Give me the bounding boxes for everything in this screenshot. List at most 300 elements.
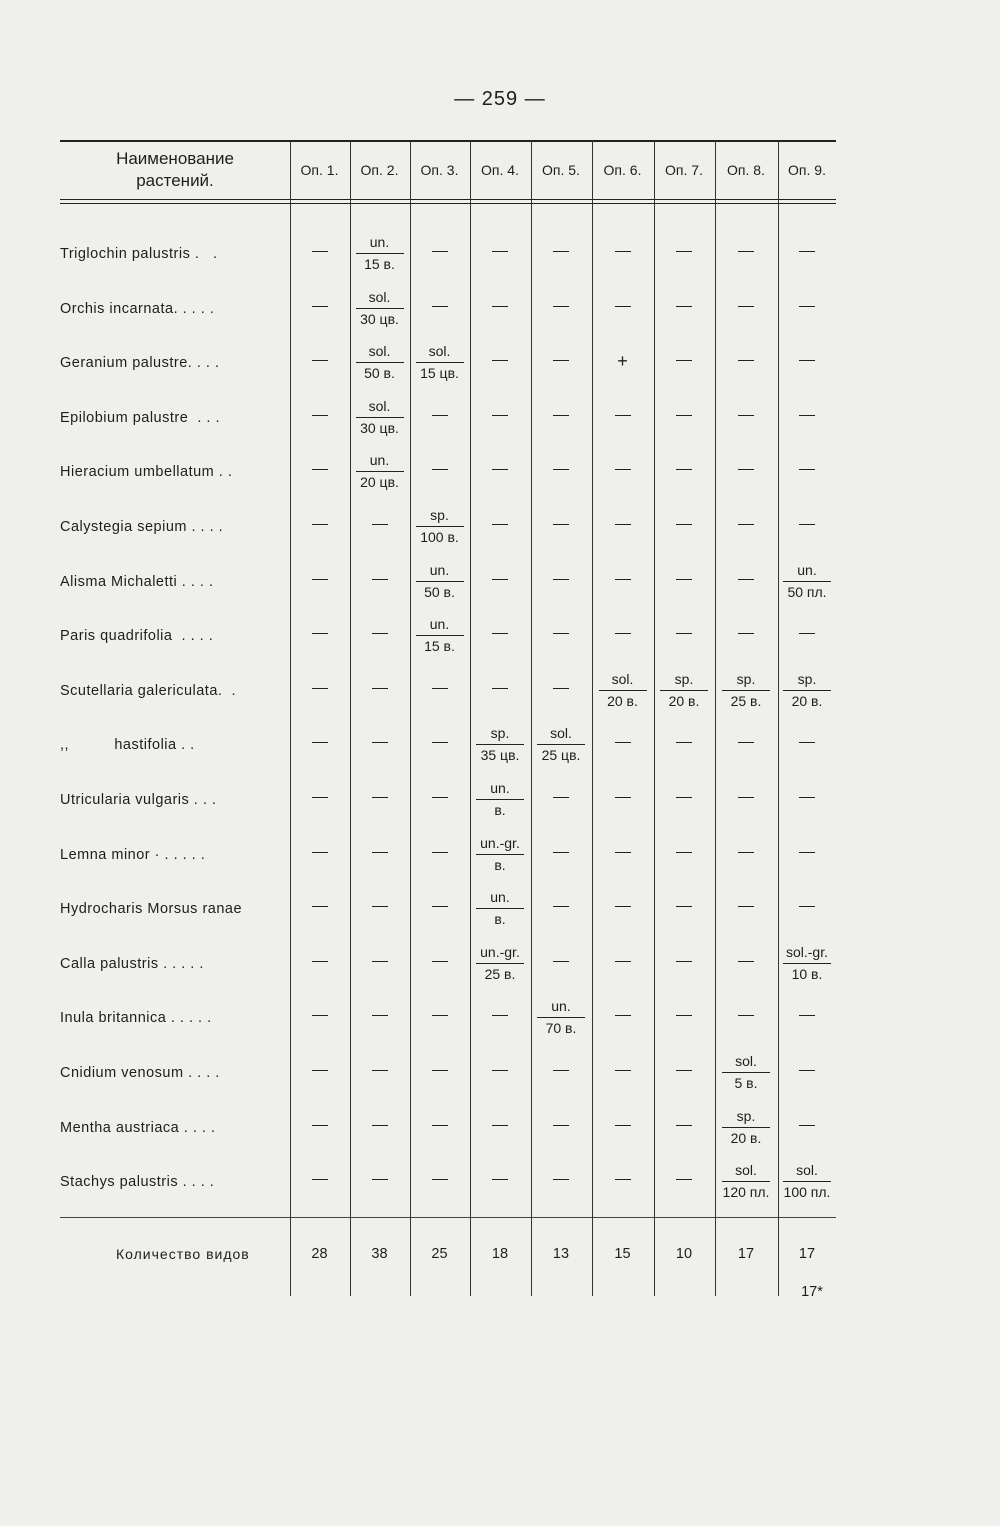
table-cell <box>654 396 714 442</box>
count: 50 в. <box>364 365 395 382</box>
header-name-line1: Наименование <box>116 149 234 168</box>
dash-mark <box>676 306 692 307</box>
table-cell <box>470 942 530 988</box>
cell-text <box>778 897 836 913</box>
dash-mark <box>553 1070 569 1071</box>
cell-text <box>470 242 530 258</box>
dash-mark <box>799 1015 815 1016</box>
plant-name: Stachys palustris . . . . <box>60 1174 215 1191</box>
count: 120 пл. <box>722 1184 770 1201</box>
dash-mark <box>738 906 754 907</box>
dash-mark <box>492 1125 508 1126</box>
dash-mark <box>312 1125 328 1126</box>
column-divider <box>470 140 471 1296</box>
dash-mark <box>738 360 754 361</box>
table-cell <box>290 669 349 715</box>
cell-text <box>592 897 653 913</box>
dash-mark <box>615 1125 631 1126</box>
dash-mark <box>312 415 328 416</box>
table-cell <box>715 560 777 606</box>
table-cell <box>715 450 777 496</box>
plant-name: Alisma Michaletti . . . . <box>60 573 214 590</box>
table-cell <box>778 505 836 551</box>
table-cell <box>470 396 530 442</box>
dash-mark <box>553 306 569 307</box>
column-divider <box>654 140 655 1296</box>
table-cell <box>290 1160 349 1206</box>
cell-text <box>470 351 530 367</box>
dash-mark <box>553 797 569 798</box>
dash-mark <box>372 633 388 634</box>
cell-text <box>350 679 409 695</box>
plant-name: Orchis incarnata. . . . . <box>60 300 215 317</box>
dash-mark <box>372 688 388 689</box>
dash-mark <box>372 1015 388 1016</box>
dash-mark <box>492 415 508 416</box>
cell-text <box>778 460 836 476</box>
table-cell <box>290 505 349 551</box>
table-cell <box>654 614 714 660</box>
table-cell <box>592 450 653 496</box>
table-cell <box>715 669 777 715</box>
table-cell <box>531 833 591 879</box>
cell-text <box>470 1006 530 1022</box>
cell-text <box>592 733 653 749</box>
table-cell <box>592 1051 653 1097</box>
table-cell <box>531 1051 591 1097</box>
abundance: sol. <box>356 396 404 418</box>
abundance: sp. <box>660 669 708 691</box>
table-cell <box>654 1160 714 1206</box>
table-cell <box>592 614 653 660</box>
dash-mark <box>432 1125 448 1126</box>
dash-mark <box>676 1070 692 1071</box>
header-col-4: Оп. 4. <box>481 162 519 178</box>
cell-text <box>350 843 409 859</box>
abundance: un. <box>783 560 831 582</box>
abundance: sp. <box>722 669 770 691</box>
dash-mark <box>676 906 692 907</box>
dash-mark <box>553 1179 569 1180</box>
dash-mark <box>492 360 508 361</box>
count: 50 пл. <box>787 583 827 600</box>
table-cell <box>715 723 777 769</box>
cell-text <box>531 351 591 367</box>
cell-text <box>715 460 777 476</box>
abundance: sol. <box>356 287 404 309</box>
cell-text <box>715 733 777 749</box>
dash-mark <box>676 742 692 743</box>
cell-text <box>350 1170 409 1186</box>
total-value: 18 <box>491 1246 509 1262</box>
cell-text <box>290 1116 349 1132</box>
count: 5 в. <box>734 1075 758 1091</box>
dash-mark <box>738 469 754 470</box>
table-cell <box>531 232 591 278</box>
table-cell <box>531 723 591 769</box>
cell-text <box>531 897 591 913</box>
table-cell <box>654 778 714 824</box>
dash-mark <box>738 961 754 962</box>
cell-text <box>290 624 349 640</box>
cell-text <box>531 406 591 422</box>
cell-text <box>410 1006 469 1022</box>
dash-mark <box>676 1125 692 1126</box>
cell-text <box>654 460 714 476</box>
table-cell <box>470 287 530 333</box>
page-number: — 259 — <box>454 88 546 110</box>
count: в. <box>494 856 506 873</box>
table-cell <box>350 723 409 769</box>
table-cell <box>410 723 469 769</box>
dash-mark <box>676 797 692 798</box>
table-cell <box>531 287 591 333</box>
count: 30 цв. <box>360 419 399 436</box>
cell-text <box>531 952 591 968</box>
cell-text <box>778 788 836 804</box>
dash-mark <box>738 852 754 853</box>
table-cell <box>592 778 653 824</box>
dash-mark <box>676 360 692 361</box>
cell-text <box>470 1061 530 1077</box>
dash-mark <box>432 469 448 470</box>
dash-mark <box>738 579 754 580</box>
count: 30 цв. <box>360 310 399 327</box>
table-cell <box>654 833 714 879</box>
cell-text <box>470 624 530 640</box>
count: 25 в. <box>484 965 516 982</box>
table-cell <box>592 560 653 606</box>
dash-mark <box>676 469 692 470</box>
table-cell <box>290 1106 349 1152</box>
table-row <box>60 996 836 1048</box>
dash-mark <box>432 797 448 798</box>
count: 10 в. <box>791 965 823 982</box>
cell-text <box>715 1006 777 1022</box>
dash-mark <box>492 633 508 634</box>
table-cell <box>778 396 836 442</box>
total-value: 28 <box>311 1246 328 1262</box>
cell-text <box>410 297 469 313</box>
dash-mark <box>676 524 692 525</box>
table-cell <box>778 833 836 879</box>
table-cell <box>654 669 714 715</box>
cell-text <box>654 297 714 313</box>
dash-mark <box>492 1070 508 1071</box>
cell-text <box>410 460 469 476</box>
dash-mark <box>372 797 388 798</box>
table-cell <box>654 505 714 551</box>
cell-text <box>290 1006 349 1022</box>
count: 70 в. <box>545 1020 577 1037</box>
dash-mark <box>738 633 754 634</box>
table-cell <box>410 833 469 879</box>
table-cell <box>592 669 653 715</box>
dash-mark <box>799 524 815 525</box>
count: в. <box>494 802 506 818</box>
table-row <box>60 1051 836 1103</box>
table-cell <box>531 887 591 933</box>
table-row <box>60 232 836 284</box>
table-cell <box>350 833 409 879</box>
dash-mark <box>312 524 328 525</box>
table-row <box>60 778 836 830</box>
header-col-7: Оп. 7. <box>665 162 703 178</box>
table-row <box>60 287 836 339</box>
cell-text <box>290 788 349 804</box>
plant-name: Triglochin palustris . . <box>60 246 218 262</box>
table-cell <box>715 1160 777 1206</box>
abundance: un. <box>356 450 404 472</box>
table-cell <box>654 232 714 278</box>
table-cell <box>350 232 409 278</box>
dash-mark <box>492 1179 508 1180</box>
table-cell <box>531 505 591 551</box>
count: 20 в. <box>668 692 700 709</box>
dash-mark <box>676 415 692 416</box>
header-col-9: Оп. 9. <box>788 162 826 178</box>
table-cell <box>531 1106 591 1152</box>
table-cell <box>350 1051 409 1097</box>
cell-text <box>531 843 591 859</box>
dash-mark <box>553 579 569 580</box>
abundance: sol. <box>722 1160 770 1182</box>
cell-text <box>654 733 714 749</box>
dash-mark <box>615 251 631 252</box>
abundance: sol. <box>599 669 647 691</box>
abundance: sp. <box>783 669 831 691</box>
cell-text <box>470 1170 530 1186</box>
table-cell <box>470 1106 530 1152</box>
cell-text <box>410 788 469 804</box>
plant-name: Lemna minor · . . . . . <box>60 846 206 863</box>
table-cell <box>410 560 469 606</box>
table-cell <box>654 1051 714 1097</box>
table-cell <box>592 396 653 442</box>
cell-text <box>592 624 653 640</box>
count: 25 в. <box>730 692 762 709</box>
dash-mark <box>799 251 815 252</box>
header-col-1: Оп. 1. <box>300 162 339 178</box>
table-cell <box>470 887 530 933</box>
totals-rule <box>60 1217 836 1218</box>
dash-mark <box>312 961 328 962</box>
dash-mark <box>553 524 569 525</box>
table-cell <box>531 560 591 606</box>
table-cell <box>715 614 777 660</box>
header-col-6: Оп. 6. <box>603 162 642 178</box>
table-cell <box>410 396 469 442</box>
dash-mark <box>312 1015 328 1016</box>
dash-mark <box>676 961 692 962</box>
count: 100 пл. <box>783 1184 831 1201</box>
dash-mark <box>615 797 631 798</box>
cell-text <box>410 242 469 258</box>
table-cell <box>592 341 653 387</box>
total-value: 17 <box>798 1246 816 1262</box>
dash-mark <box>432 415 448 416</box>
dash-mark <box>312 579 328 580</box>
cell-text <box>592 460 653 476</box>
table-cell <box>715 833 777 879</box>
cell-text <box>350 952 409 968</box>
dash-mark <box>799 306 815 307</box>
table-cell <box>592 1160 653 1206</box>
table-cell <box>778 560 836 606</box>
dash-mark <box>799 360 815 361</box>
table-cell <box>592 833 653 879</box>
table-cell <box>592 287 653 333</box>
dash-mark <box>553 415 569 416</box>
dash-mark <box>738 524 754 525</box>
table-cell <box>350 560 409 606</box>
table-row <box>60 833 836 885</box>
dash-mark <box>553 251 569 252</box>
cell-text <box>592 1170 653 1186</box>
count: 35 цв. <box>480 747 520 764</box>
cell-text <box>531 788 591 804</box>
cell-text <box>290 733 349 749</box>
table-cell <box>531 450 591 496</box>
dash-mark <box>676 579 692 580</box>
cell-text <box>410 733 469 749</box>
dash-mark <box>492 251 508 252</box>
cell-text <box>531 1061 591 1077</box>
dash-mark <box>432 1179 448 1180</box>
dash-mark <box>738 742 754 743</box>
cell-text <box>290 351 349 367</box>
dash-mark <box>312 360 328 361</box>
dash-mark <box>312 1070 328 1071</box>
table-cell <box>350 1160 409 1206</box>
table-cell <box>410 1106 469 1152</box>
total-value: 13 <box>552 1246 570 1262</box>
dash-mark <box>799 852 815 853</box>
dash-mark <box>312 797 328 798</box>
cell-text <box>654 570 714 586</box>
header-col-2: Оп. 2. <box>360 162 399 178</box>
table-cell <box>470 450 530 496</box>
cell-text <box>592 406 653 422</box>
cell-text <box>592 570 653 586</box>
cell-text <box>350 515 409 531</box>
count: в. <box>494 911 506 928</box>
total-value: 17 <box>737 1246 755 1262</box>
dash-mark <box>312 688 328 689</box>
cell-text <box>654 515 714 531</box>
cell-text <box>531 1170 591 1186</box>
cell-text <box>654 788 714 804</box>
cell-text <box>778 1006 836 1022</box>
cell-text <box>290 843 349 859</box>
totals-row <box>60 1242 836 1282</box>
dash-mark <box>615 1070 631 1071</box>
species-table <box>60 140 836 1300</box>
table-cell <box>531 614 591 660</box>
dash-mark <box>799 797 815 798</box>
dash-mark <box>615 742 631 743</box>
dash-mark <box>372 742 388 743</box>
cell-text <box>350 897 409 913</box>
plant-name: Mentha austriaca . . . . <box>60 1119 216 1136</box>
dash-mark <box>312 906 328 907</box>
dash-mark <box>312 852 328 853</box>
table-cell <box>470 560 530 606</box>
column-divider <box>531 140 532 1296</box>
cell-text <box>531 242 591 258</box>
plant-name: Hydrocharis Morsus ranae <box>60 901 243 918</box>
cell-text <box>654 897 714 913</box>
table-cell <box>350 450 409 496</box>
dash-mark <box>799 1070 815 1071</box>
dash-mark <box>432 251 448 252</box>
cell-text <box>290 570 349 586</box>
table-cell <box>592 887 653 933</box>
count: 20 цв. <box>360 474 399 491</box>
dash-mark <box>799 1125 815 1126</box>
count: 15 в. <box>424 638 455 655</box>
table-cell <box>778 996 836 1042</box>
abundance: sol. <box>783 1160 831 1182</box>
cell-text <box>778 297 836 313</box>
cell-text <box>592 1061 653 1077</box>
table-cell <box>350 396 409 442</box>
cell-text <box>470 570 530 586</box>
table-cell <box>290 1051 349 1097</box>
plant-name: Epilobium palustre . . . <box>60 409 220 426</box>
abundance: un. <box>537 996 585 1018</box>
cell-text <box>654 952 714 968</box>
cell-text <box>290 515 349 531</box>
table-cell <box>410 1051 469 1097</box>
dash-mark <box>432 906 448 907</box>
cell-text <box>592 1116 653 1132</box>
cell-text <box>654 624 714 640</box>
cell-text <box>531 1116 591 1132</box>
header-name-column <box>60 148 290 192</box>
cell-text <box>715 406 777 422</box>
table-cell <box>290 232 349 278</box>
count: 20 в. <box>607 692 638 709</box>
table-cell <box>350 778 409 824</box>
dash-mark <box>432 688 448 689</box>
table-cell <box>531 942 591 988</box>
table-cell <box>531 341 591 387</box>
table-cell <box>654 887 714 933</box>
table-cell <box>654 560 714 606</box>
dash-mark <box>312 1179 328 1180</box>
cell-text <box>410 843 469 859</box>
table-cell <box>350 505 409 551</box>
table-cell <box>592 1106 653 1152</box>
cell-text <box>410 1116 469 1132</box>
header-col-5: Оп. 5. <box>542 162 580 178</box>
table-cell <box>410 505 469 551</box>
dash-mark <box>615 961 631 962</box>
dash-mark <box>312 633 328 634</box>
cell-text <box>778 843 836 859</box>
table-cell <box>654 942 714 988</box>
column-divider <box>592 140 593 1296</box>
table-cell <box>290 778 349 824</box>
dash-mark <box>432 1070 448 1071</box>
dash-mark <box>615 1015 631 1016</box>
table-cell <box>592 996 653 1042</box>
table-cell <box>290 942 349 988</box>
abundance: sol. <box>537 723 585 745</box>
cell-text <box>715 624 777 640</box>
table-cell <box>470 232 530 278</box>
